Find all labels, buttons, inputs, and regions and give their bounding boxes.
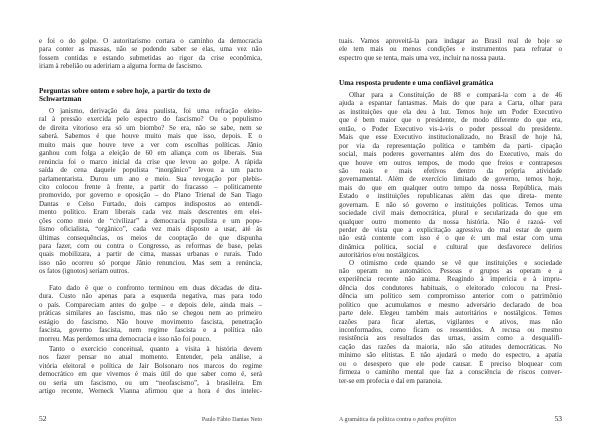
- text-line: social, mais poderes governantes além dos do Executivo, mais do: [339, 150, 562, 159]
- text-line: cação das razões da maioria, não são atitudes democráticas. No: [339, 342, 562, 351]
- text-line: Tanto o exercício conceitual, quanto a visita à história devem: [49, 345, 262, 353]
- text-line: razões para ficar alertas, vigilantes e ativos, mas não: [339, 317, 562, 326]
- heading-line: Uma resposta prudente e uma confiável gramática: [339, 78, 494, 87]
- text-line: dinâmica política, social e cultural que desfavorece delírios: [339, 242, 562, 251]
- text-line: perder de vista que a explicitação agressiva do mal estar de quem: [339, 226, 562, 234]
- text-line: democrático em que vivemos é mais útil do que saber como é, será: [39, 370, 262, 379]
- text-line: que é bem maior que o presidente, de modo diferente do que era,: [339, 116, 562, 125]
- running-head: Paulo Fábio Dantas Neto: [201, 417, 262, 423]
- text-line: quais mobilizara, a partir de cima, massas urbanas e rurais. Tudo: [39, 250, 262, 259]
- text-line: práticas similares ao fascismo, mas não se chegou nem ao primeiro: [39, 309, 262, 318]
- text-line: O otimismo cede quando se vê que instituições e sociedade: [349, 258, 562, 267]
- text-line: para conter as massas, não se podendo saber se elas, uma vez não: [39, 45, 262, 54]
- text-line: fossem contidas e estando submetidas ao rigor da crise econômica,: [39, 53, 262, 62]
- text-line: Mais que esse Executivo institucionalizado, no Brasil de hoje há,: [339, 133, 562, 142]
- page-footer: [39, 414, 262, 423]
- text-line: governam. E não só governo e instituições políticas. Temos uma: [339, 200, 562, 209]
- heading-line: Schwartzman: [39, 95, 82, 104]
- text-line: dência dos condutores habituais, o eleitorado colocou na Presi-: [339, 283, 562, 292]
- running-head-text: A gramática da política contra o: [339, 417, 416, 423]
- text-line: lismo oficialista, “orgânico”, cada vez mais disposto a usar, até às: [39, 225, 262, 234]
- text-line: Dantas e Celso Furtado, dois campos indispostos ao entendi-: [39, 199, 262, 208]
- text-line: ganhou com folga a eleição de 60 em aliança com os liberais. Sua: [39, 149, 262, 158]
- text-line: experiência recente não anima. Reagindo à imperícia e à impru-: [339, 275, 562, 284]
- text-line: mento político. Eram liberais cada vez mais descrentes em elei-: [39, 208, 262, 217]
- text-line: que houve em outros tempos, de modo que freios e contrapesos: [339, 158, 562, 167]
- text-line: ou o desespero que ele pode causar. É preciso bloquear com: [339, 359, 562, 368]
- running-head: [339, 417, 456, 423]
- paragraph: [339, 91, 562, 260]
- text-line: ou seria um fascismo, ou um “neofascismo”, à brasileira. Em: [39, 378, 262, 387]
- text-line: isso não ocorreu só porque Jânio renunciou. Mas sem a renúncia,: [39, 258, 262, 267]
- text-line: são reais e mais efetivos dentro da própria atividade: [339, 166, 562, 175]
- text-line: renúncia foi o marco inicial da crise que levou ao golpe. A rápida: [39, 157, 262, 166]
- text-line: para fazer, com ou contra o Congresso, as reformas de base, pelas: [39, 242, 262, 250]
- text-line: firmeza o caminho mental que faz a consciência de riscos conver-: [339, 368, 562, 377]
- text-line: sociedade civil mais democrática, plural e secularizada do que em: [339, 209, 562, 218]
- text-line: dência um político sem compromisso anterior com o patrimônio: [339, 292, 562, 301]
- text-line: morreu. Mas perdemos uma democracia e isso não foi pouco.: [39, 334, 212, 343]
- text-line: as instituições que ela deu à luz. Temos hoje um Poder Executivo: [339, 107, 562, 116]
- text-line: espectro que se tenta, mais uma vez, incluir na nossa pauta.: [339, 53, 506, 62]
- text-line: então, o Poder Executivo vis-à-vis o poder pessoal do presidente.: [339, 124, 562, 133]
- paragraph: [39, 284, 262, 343]
- text-line: dura. Custo não apenas para a esquerda negativa, mas para todo: [39, 292, 262, 301]
- text-line: O janismo, derivação da área paulista, foi uma refração eleito-: [49, 107, 262, 115]
- text-line: autoritários e/ou nostálgicos.: [339, 251, 420, 260]
- text-line: tuais. Vamos aproveitá-la para indagar ao Brasil real de hoje se: [339, 37, 562, 45]
- text-line: últimas consequências, os meios de cooptação de que dispunha: [39, 233, 262, 242]
- page-number: 53: [554, 414, 562, 423]
- text-line: mais do que em qualquer outro tempo da nossa República, mais: [339, 183, 562, 192]
- text-line: ral à pressão exercida pelo espectro do fascismo? Ou o populismo: [39, 115, 262, 124]
- text-line: parlamentarista. Durou um ano e meio. Sua revogação por plebis-: [39, 174, 262, 183]
- text-line: iriam à rebelião ou adeririam a alguma forma de fascismo.: [39, 62, 203, 71]
- text-line: nos fazer pensar no atual momento. Entender, pela análise, a: [39, 353, 262, 362]
- text-line: por via da representação política e também da parti- cipação: [339, 141, 562, 150]
- text-line: cito colocou frente à frente, a partir do fracasso – politicamente: [39, 182, 262, 191]
- section-heading: [39, 87, 262, 103]
- text-line: inconformados, como ficam os ressentidos. A recusa ou mesmo: [339, 326, 562, 334]
- text-line: ele tem mais ou menos condições e instrumentos para refratar o: [339, 45, 562, 54]
- text-line: estágio do fascismo. Não houve movimento fascista, penetração: [39, 317, 262, 326]
- paragraph: [39, 107, 262, 276]
- paragraph: [39, 345, 262, 396]
- text-line: e foi o do golpe. O autoritarismo cortara o caminho da democracia: [39, 37, 262, 45]
- text-line: não está contente com isso é o que é: um mal estar com uma: [339, 234, 562, 243]
- section-heading: [339, 79, 562, 87]
- text-line: vitória eleitoral e política de Jair Bolsonaro nos marcos do regime: [39, 361, 262, 370]
- text-line: qualquer outro momento da nossa história. Não é razoá- vel: [339, 217, 562, 226]
- paragraph: [339, 259, 562, 386]
- page-footer: [339, 414, 562, 423]
- text-line: promovido, por governo e oposição – do Plano Trienal de San Tiago: [39, 191, 262, 200]
- text-line: resistência aos resultados das urnas, assim como a desqualifi-: [339, 334, 562, 343]
- text-line: os fatos (ignotos) seriam outros.: [39, 267, 130, 276]
- text-line: mínimo são elitistas. E não ajudará o medo do espectro, a apatia: [339, 351, 562, 360]
- text-line: Estado e instituições republicanas além das que direta- mente: [339, 192, 562, 201]
- text-line: artigo recente, Werneck Vianna afirmou que a hora é dos intelec-: [39, 387, 262, 396]
- text-line: ções como meio de “civilizar” a democracia populista e um popu-: [39, 216, 262, 225]
- running-head-italic: pathos profético: [417, 417, 457, 423]
- text-line: não operam no automático. Pessoas e grupos as operam e a: [339, 266, 562, 275]
- text-line: político que acumulamos e mesmo adversário declarado de boa: [339, 300, 562, 309]
- heading-line: Perguntas sobre ontem e sobre hoje, a partir do texto de: [39, 87, 211, 95]
- text-line: saída de cena daquele populista “inorgânico” levou a um pacto: [39, 166, 262, 175]
- text-line: fascista, governo fascista, nem regime fascista e a política não: [39, 326, 262, 335]
- text-line: Fato dado é que o confronto terminou em duas décadas de dita-: [49, 284, 262, 292]
- text-line: de direita vitorioso era só um biombo? Se era, não se sabe, nem se: [39, 123, 262, 132]
- text-line: ajuda a espantar fantasmas. Mais do que para a Carta, olhar para: [339, 99, 562, 108]
- right-page: [300, 0, 600, 444]
- text-line: ter-se em profecia e daí em paranoia.: [339, 376, 443, 385]
- text-line: o país. Compareciam antes do golpe – e depois dele, ainda mais –: [39, 300, 262, 309]
- text-line: Olhar para a Constituição de 88 e compará-la com a de 46: [349, 91, 562, 99]
- text-line: parte dele. Elegeu também mais autoritários e nostálgicos. Temos: [339, 309, 562, 318]
- text-line: muito mais que houve teve a ver com escolhas políticas. Jânio: [39, 140, 262, 149]
- paragraph: [339, 37, 562, 62]
- paragraph: [39, 37, 262, 71]
- text-line: governamental. Além de exercício limitado de governo, temos hoje,: [339, 175, 562, 184]
- text-line: saberá. Sabemos é que houve muito mais que isso, depois. E o: [39, 132, 262, 141]
- page-number: 52: [39, 414, 47, 423]
